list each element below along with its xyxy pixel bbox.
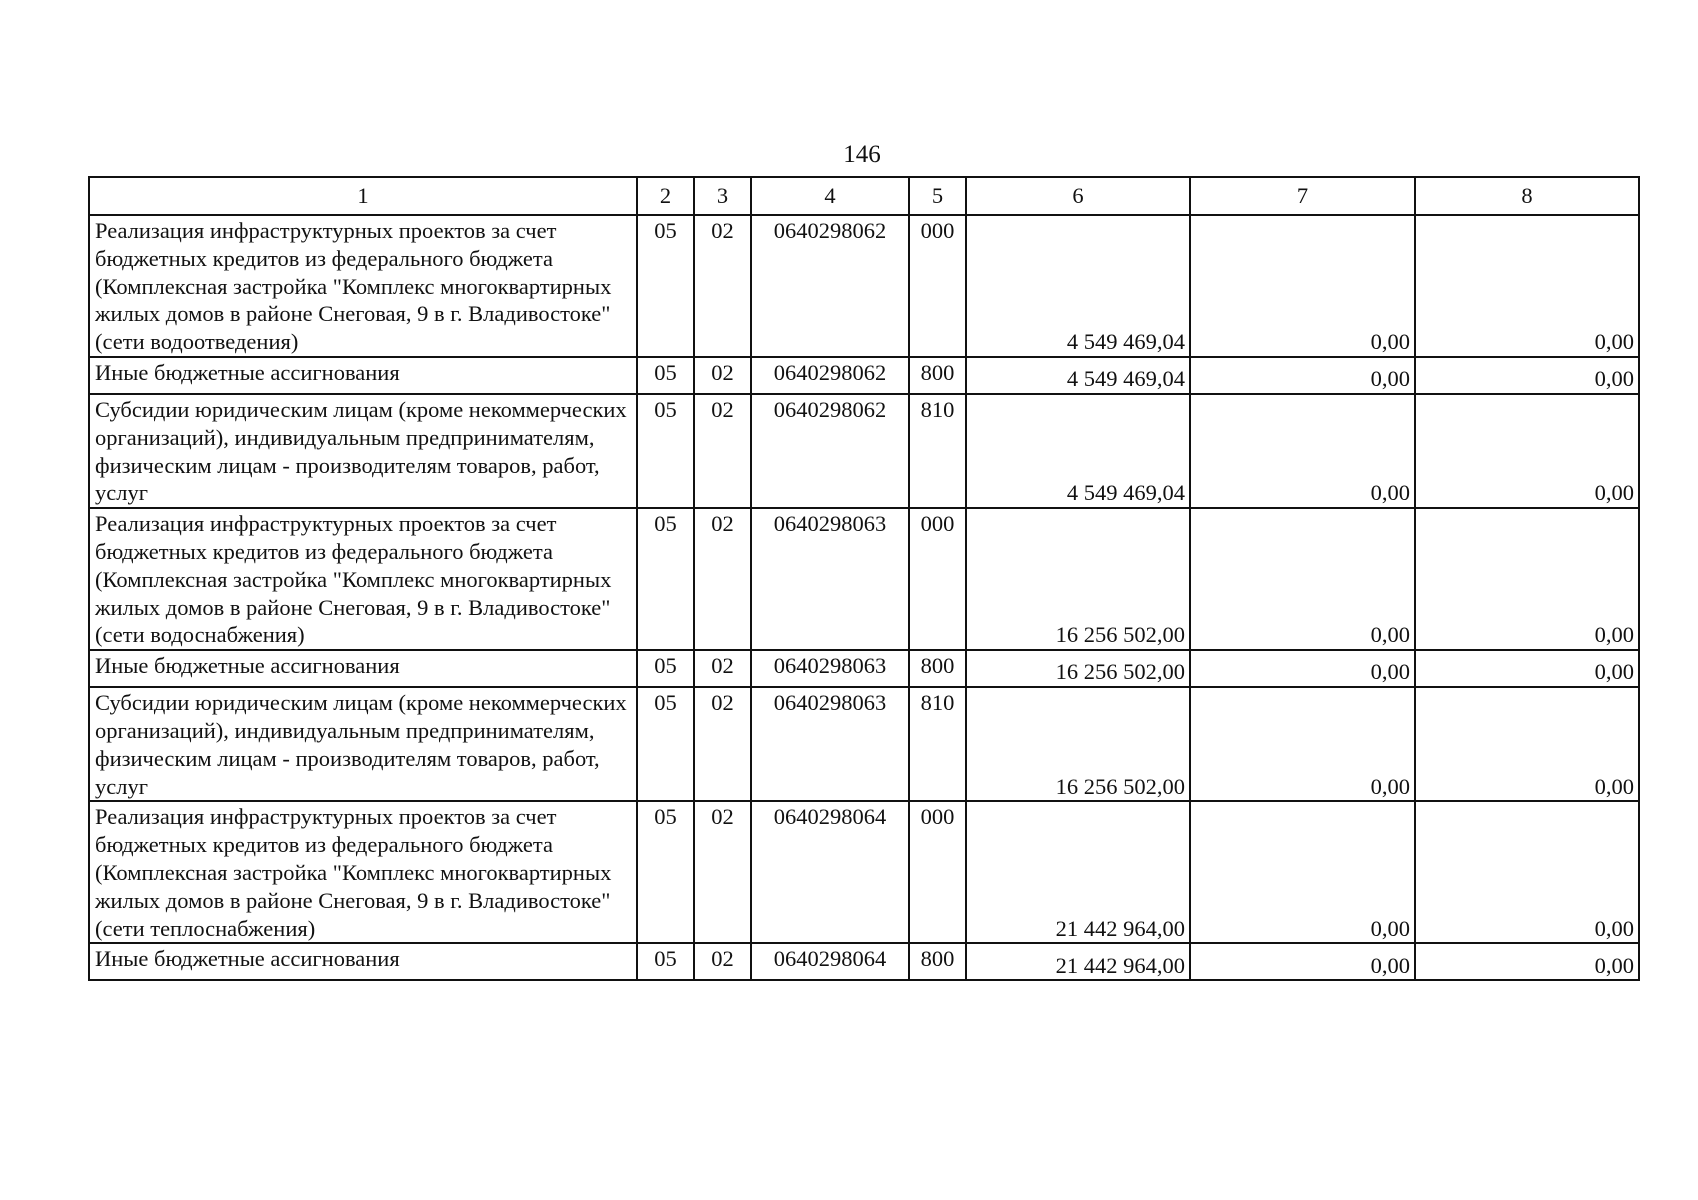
expense-type-code: 810 xyxy=(909,394,966,508)
amount-col-8: 0,00 xyxy=(1415,394,1639,508)
amount-col-7: 0,00 xyxy=(1190,943,1415,980)
expense-type-code: 800 xyxy=(909,357,966,394)
amount-col-8: 0,00 xyxy=(1415,943,1639,980)
table-row xyxy=(89,943,1639,980)
amount-col-6: 4 549 469,04 xyxy=(966,357,1190,394)
page-number: 146 xyxy=(843,141,881,168)
amount-col-6: 16 256 502,00 xyxy=(966,687,1190,801)
amount-col-7: 0,00 xyxy=(1190,394,1415,508)
row-description: Иные бюджетные ассигнования xyxy=(89,943,637,980)
amount-col-7: 0,00 xyxy=(1190,650,1415,687)
subsection-code: 02 xyxy=(694,943,751,980)
amount-col-8: 0,00 xyxy=(1415,215,1639,357)
row-description: Реализация инфраструктурных проектов за счет бюджетных кредитов из федерального бюджета (Комплексная застройка "Комплекс многоквартирных жилых домов в районе Снеговая, 9 в г. Владивостоке" (сети теплоснабжения) xyxy=(89,801,637,943)
expense-type-code: 000 xyxy=(909,215,966,357)
expense-type-code: 000 xyxy=(909,508,966,650)
amount-col-7: 0,00 xyxy=(1190,508,1415,650)
amount-col-7: 0,00 xyxy=(1190,687,1415,801)
section-code: 05 xyxy=(637,943,694,980)
table-row xyxy=(89,394,1639,508)
target-article-code: 0640298063 xyxy=(751,687,909,801)
row-description: Иные бюджетные ассигнования xyxy=(89,650,637,687)
section-code: 05 xyxy=(637,394,694,508)
column-header: 1 xyxy=(89,177,637,215)
subsection-code: 02 xyxy=(694,394,751,508)
expense-type-code: 800 xyxy=(909,943,966,980)
budget-table xyxy=(88,176,1640,981)
column-header: 4 xyxy=(751,177,909,215)
amount-col-6: 21 442 964,00 xyxy=(966,801,1190,943)
column-header: 5 xyxy=(909,177,966,215)
amount-col-8: 0,00 xyxy=(1415,687,1639,801)
column-header: 6 xyxy=(966,177,1190,215)
amount-col-8: 0,00 xyxy=(1415,508,1639,650)
subsection-code: 02 xyxy=(694,357,751,394)
section-code: 05 xyxy=(637,687,694,801)
expense-type-code: 800 xyxy=(909,650,966,687)
table-row xyxy=(89,357,1639,394)
row-description: Субсидии юридическим лицам (кроме некоммерческих организаций), индивидуальным предпринимателям, физическим лицам - производителям товаров, работ, услуг xyxy=(89,687,637,801)
target-article-code: 0640298062 xyxy=(751,215,909,357)
subsection-code: 02 xyxy=(694,215,751,357)
subsection-code: 02 xyxy=(694,508,751,650)
table-row xyxy=(89,215,1639,357)
amount-col-6: 16 256 502,00 xyxy=(966,508,1190,650)
amount-col-7: 0,00 xyxy=(1190,801,1415,943)
section-code: 05 xyxy=(637,650,694,687)
table-header-row xyxy=(89,177,1639,215)
target-article-code: 0640298064 xyxy=(751,801,909,943)
row-description: Реализация инфраструктурных проектов за счет бюджетных кредитов из федерального бюджета (Комплексная застройка "Комплекс многоквартирных жилых домов в районе Снеговая, 9 в г. Владивостоке" (сети водоснабжения) xyxy=(89,508,637,650)
amount-col-6: 4 549 469,04 xyxy=(966,215,1190,357)
section-code: 05 xyxy=(637,215,694,357)
amount-col-6: 16 256 502,00 xyxy=(966,650,1190,687)
target-article-code: 0640298062 xyxy=(751,394,909,508)
table-row xyxy=(89,801,1639,943)
column-header: 3 xyxy=(694,177,751,215)
amount-col-7: 0,00 xyxy=(1190,357,1415,394)
amount-col-8: 0,00 xyxy=(1415,801,1639,943)
row-description: Иные бюджетные ассигнования xyxy=(89,357,637,394)
subsection-code: 02 xyxy=(694,687,751,801)
table-row xyxy=(89,687,1639,801)
column-header: 2 xyxy=(637,177,694,215)
amount-col-6: 4 549 469,04 xyxy=(966,394,1190,508)
target-article-code: 0640298062 xyxy=(751,357,909,394)
table-row xyxy=(89,508,1639,650)
row-description: Субсидии юридическим лицам (кроме некоммерческих организаций), индивидуальным предпринимателям, физическим лицам - производителям товаров, работ, услуг xyxy=(89,394,637,508)
expense-type-code: 000 xyxy=(909,801,966,943)
amount-col-8: 0,00 xyxy=(1415,650,1639,687)
subsection-code: 02 xyxy=(694,650,751,687)
section-code: 05 xyxy=(637,801,694,943)
row-description: Реализация инфраструктурных проектов за счет бюджетных кредитов из федерального бюджета (Комплексная застройка "Комплекс многоквартирных жилых домов в районе Снеговая, 9 в г. Владивостоке" (сети водоотведения) xyxy=(89,215,637,357)
column-header: 8 xyxy=(1415,177,1639,215)
target-article-code: 0640298064 xyxy=(751,943,909,980)
amount-col-7: 0,00 xyxy=(1190,215,1415,357)
amount-col-8: 0,00 xyxy=(1415,357,1639,394)
section-code: 05 xyxy=(637,508,694,650)
amount-col-6: 21 442 964,00 xyxy=(966,943,1190,980)
expense-type-code: 810 xyxy=(909,687,966,801)
column-header: 7 xyxy=(1190,177,1415,215)
target-article-code: 0640298063 xyxy=(751,508,909,650)
subsection-code: 02 xyxy=(694,801,751,943)
table-row xyxy=(89,650,1639,687)
section-code: 05 xyxy=(637,357,694,394)
target-article-code: 0640298063 xyxy=(751,650,909,687)
